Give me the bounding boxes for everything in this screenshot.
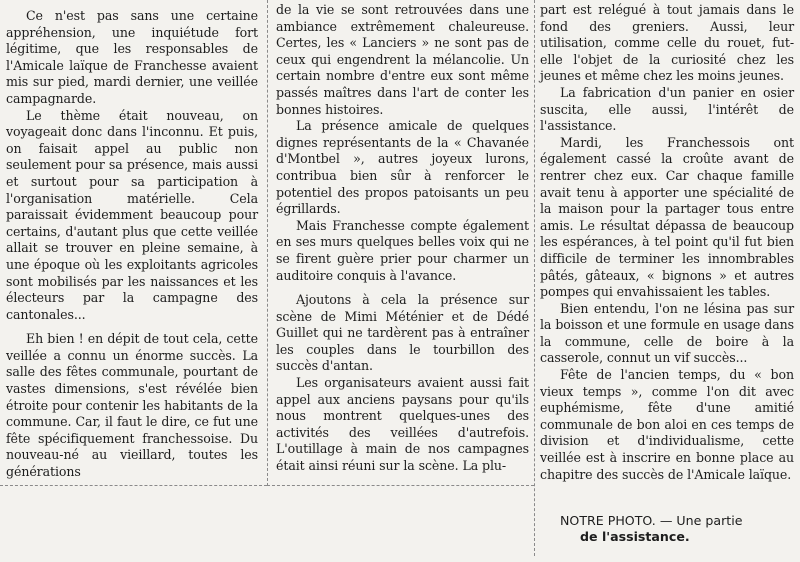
paragraph: La fabrication d'un panier en osier suscita, elle aussi, l'intérêt de l'assistance.: [540, 84, 794, 134]
paragraph: Fête de l'ancien temps, du « bon vieux temps », comme l'on dit avec euphémisme, fête d'une amitié communale de bon aloi en ces temps de division et d'individualisme, cette veillée est à inscrire en bonne place au chapitre des succès de l'Amicale laïque.: [540, 367, 794, 482]
article-column-2: [276, 0, 529, 475]
paragraph: Le thème était nouveau, on voyageait donc dans l'inconnu. Et puis, on faisait appel au public non seulement pour sa présence, mais aussi et surtout pour sa participation à l'organisation matérielle. Cela paraissait évidemment beaucoup pour certains, d'autant plus que cette veillée allait se trouver en pleine semaine, à une époque où les exploitants agricoles sont mobilisés par les naissances et les électeurs par la campagne des cantonales...: [6, 107, 258, 322]
caption-line: de l'assistance.: [580, 529, 690, 544]
column-divider: [534, 0, 535, 556]
paragraph: Bien entendu, l'on ne lésina pas sur la boisson et une formule en usage dans la commune, celle de boire à la casserole, connut un vif succès...: [540, 300, 794, 366]
paragraph: Les organisateurs avaient aussi fait appel aux anciens paysans pour qu'ils nous montrent quelques-unes des activités des veillées d'autrefois. L'outillage à main de nos campagnes était ainsi réuni sur la scène. La plu-: [276, 375, 529, 474]
paragraph: Mardi, les Franchessois ont également cassé la croûte avant de rentrer chez eux. Car chaque famille avait tenu à apporter une spécialité de la maison pour la partager tous entre amis. Le résultat dépassa de beaucoup les espérances, à tel point qu'il fut bien difficile de terminer les innombrables pâtés, gâteaux, « bignons » et autres pompes qui envahissaient les tables.: [540, 134, 794, 300]
bottom-rule: [0, 485, 267, 486]
paragraph: Ce n'est pas sans une certaine appréhension, une inquiétude fort légitime, que les responsables de l'Amicale laïque de Franchesse avaient mis sur pied, mardi dernier, une veillée campagnarde.: [6, 8, 258, 106]
paragraph: La présence amicale de quelques dignes représentants de la « Chavanée d'Montbel », autres joyeux lurons, contribua bien sûr à renforcer le potentiel des propos patoisants un peu égrillards.: [276, 118, 529, 217]
paragraph: Ajoutons à cela la présence sur scène de Mimi Méténier et de Dédé Guillet qui ne tardèrent pas à entraîner les couples dans le tourbillon des succès d'antan.: [276, 292, 529, 374]
article-column-3: [540, 0, 794, 483]
paragraph: part est relégué à tout jamais dans le fond des greniers. Aussi, leur utilisation, comme celle du rouet, fut-elle l'objet de la curiosité chez les jeunes et même chez les moins jeunes.: [540, 2, 794, 84]
paragraph: de la vie se sont retrouvées dans une ambiance extrêmement chaleureuse. Certes, les « Lanciers » ne sont pas de ceux qui engendrent la mélancolie. Un certain nombre d'entre eux sont même passés maîtres dans l'art de conter les bonnes histoires.: [276, 2, 529, 117]
column-divider: [267, 0, 268, 486]
paragraph: Mais Franchesse compte également en ses murs quelques belles voix qui ne se firent guère prier pour charmer un auditoire conquis à l'avance.: [276, 217, 529, 283]
caption-line: NOTRE PHOTO. — Une partie: [560, 513, 743, 528]
bottom-rule: [267, 485, 534, 486]
paragraph: Eh bien ! en dépit de tout cela, cette veillée a connu un énorme succès. La salle des fêtes communale, pourtant de vastes dimensions, s'est révélée bien étroite pour contenir les habitants de la commune. Car, il faut le dire, ce fut une fête spécifiquement franchessoise. Du nouveau-né au vieillard, toutes les générations: [6, 331, 258, 480]
article-column-1: [6, 0, 258, 481]
photo-caption: [540, 513, 794, 545]
